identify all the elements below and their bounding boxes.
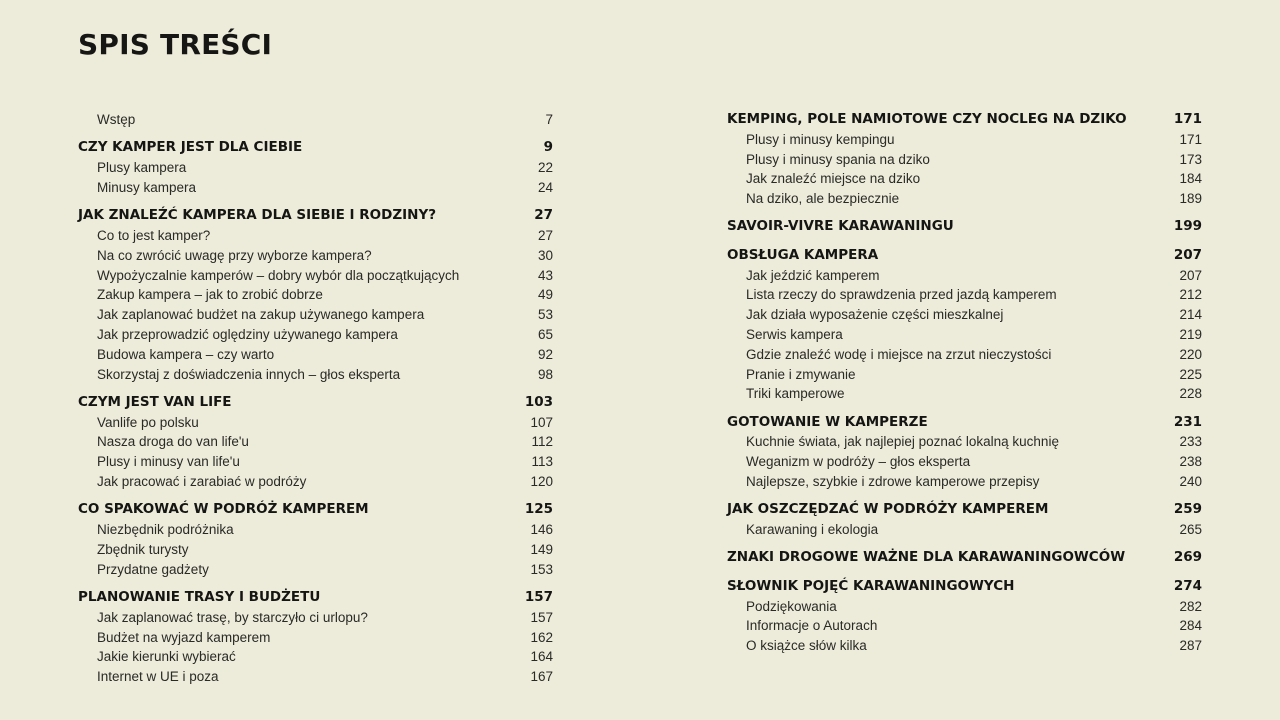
toc-entry-label: O książce słów kilka xyxy=(746,638,867,654)
toc-entry-page-number: 212 xyxy=(1179,287,1202,303)
toc-entry-label: Wstęp xyxy=(97,112,136,127)
toc-entry[interactable] xyxy=(727,150,1202,170)
toc-entry[interactable] xyxy=(78,560,553,580)
toc-heading-page-number: 199 xyxy=(1173,218,1202,235)
toc-entry-page-number: 265 xyxy=(1179,522,1202,538)
toc-entry-label: Vanlife po polsku xyxy=(97,414,199,430)
toc-section xyxy=(78,588,553,687)
toc-entry-page-number: 220 xyxy=(1179,346,1202,362)
toc-entry-label: Wypożyczalnie kamperów – dobry wybór dla początkujących xyxy=(97,267,460,283)
toc-heading[interactable] xyxy=(78,393,553,413)
toc-entry-label: Triki kamperowe xyxy=(746,386,845,402)
toc-entry-label: Jak zaplanować budżet na zakup używanego kampera xyxy=(97,307,425,323)
toc-entry[interactable] xyxy=(727,432,1202,452)
toc-entry-label: Na dziko, ale bezpiecznie xyxy=(746,191,900,207)
toc-entry[interactable] xyxy=(78,452,553,472)
toc-entry[interactable] xyxy=(78,520,553,540)
toc-entry[interactable] xyxy=(78,246,553,266)
toc-entry-label: Minusy kampera xyxy=(97,179,197,195)
toc-entry[interactable] xyxy=(727,616,1202,636)
toc-entry-page-number: 107 xyxy=(530,414,553,430)
toc-entry[interactable] xyxy=(78,413,553,433)
toc-entry-label: Serwis kampera xyxy=(746,326,843,342)
toc-entry-page-number: 287 xyxy=(1179,638,1202,654)
toc-entry[interactable] xyxy=(727,345,1202,365)
toc-entry-page-number: 228 xyxy=(1179,386,1202,402)
toc-entry[interactable] xyxy=(727,597,1202,617)
toc-entry-page-number: 233 xyxy=(1179,434,1202,450)
toc-heading-label: CZYM JEST VAN LIFE xyxy=(78,393,232,410)
toc-entry-page-number: 282 xyxy=(1179,598,1202,614)
toc-heading-page-number: 269 xyxy=(1173,549,1202,566)
toc-entry-page-number: 149 xyxy=(530,541,553,557)
toc-entry-page-number: 49 xyxy=(537,287,553,303)
toc-heading-page-number: 259 xyxy=(1173,501,1202,518)
toc-entry-page-number: 30 xyxy=(537,247,553,263)
toc-heading-label: SŁOWNIK POJĘĆ KARAWANINGOWYCH xyxy=(727,577,1015,594)
toc-entry[interactable] xyxy=(78,325,553,345)
toc-section xyxy=(78,500,553,579)
toc-entry-label: Jakie kierunki wybierać xyxy=(97,649,236,665)
toc-entry-label: Plusy kampera xyxy=(97,160,187,176)
toc-entry[interactable] xyxy=(727,169,1202,189)
toc-entry[interactable] xyxy=(78,266,553,286)
toc-entry-page-number: 157 xyxy=(530,609,553,625)
toc-entry-page-number: 98 xyxy=(537,366,553,382)
toc-entry-label: Na co zwrócić uwagę przy wyborze kampera? xyxy=(97,247,372,263)
toc-section xyxy=(727,217,1202,237)
toc-heading[interactable] xyxy=(78,138,553,158)
toc-section xyxy=(727,246,1202,404)
toc-entry-page-number: 153 xyxy=(530,561,553,577)
toc-entry-page-number: 189 xyxy=(1179,191,1202,207)
toc-heading-page-number: 207 xyxy=(1173,246,1202,263)
toc-heading-label: JAK ZNALEŹĆ KAMPERA DLA SIEBIE I RODZINY? xyxy=(78,207,437,224)
toc-heading-label: ZNAKI DROGOWE WAŻNE DLA KARAWANINGOWCÓW xyxy=(727,549,1126,566)
toc-entry-page-number: 164 xyxy=(530,649,553,665)
toc-entry[interactable] xyxy=(727,365,1202,385)
toc-entry-label: Plusy i minusy kempingu xyxy=(746,131,895,147)
toc-heading-page-number: 171 xyxy=(1173,111,1202,127)
toc-heading[interactable] xyxy=(78,500,553,520)
toc-entry[interactable] xyxy=(78,472,553,492)
toc-entry-label: Podziękowania xyxy=(746,598,837,614)
toc-heading-page-number: 103 xyxy=(524,393,553,410)
toc-heading-page-number: 9 xyxy=(543,139,553,156)
toc-heading-label: OBSŁUGA KAMPERA xyxy=(727,246,879,263)
toc-section xyxy=(78,138,553,197)
toc-entry-page-number: 173 xyxy=(1179,151,1202,167)
toc-entry[interactable] xyxy=(78,345,553,365)
toc-section xyxy=(78,206,553,384)
toc-section xyxy=(727,110,1202,209)
toc-entry-label: Plusy i minusy spania na dziko xyxy=(746,151,930,167)
toc-entry[interactable] xyxy=(78,305,553,325)
toc-heading[interactable] xyxy=(727,548,1202,568)
toc-entry-label: Karawaning i ekologia xyxy=(746,522,879,538)
toc-entry-label: Skorzystaj z doświadczenia innych – głos eksperta xyxy=(97,366,401,382)
toc-heading-page-number: 157 xyxy=(524,589,553,606)
toc-entry-label: Informacje o Autorach xyxy=(746,618,878,634)
toc-section xyxy=(78,110,553,130)
toc-entry-page-number: 214 xyxy=(1179,307,1202,323)
toc-entry-page-number: 24 xyxy=(537,179,553,195)
toc-entry[interactable] xyxy=(78,110,553,130)
toc-entry-label: Jak pracować i zarabiać w podróży xyxy=(97,474,307,490)
toc-entry[interactable] xyxy=(727,285,1202,305)
toc-heading[interactable] xyxy=(727,500,1202,520)
toc-entry-label: Jak działa wyposażenie części mieszkalnej xyxy=(746,307,1004,323)
toc-heading-label: GOTOWANIE W KAMPERZE xyxy=(727,413,928,430)
toc-heading-page-number: 274 xyxy=(1173,577,1202,594)
toc-entry-label: Weganizm w podróży – głos eksperta xyxy=(746,454,971,470)
toc-entry[interactable] xyxy=(727,452,1202,472)
toc-entry[interactable] xyxy=(727,325,1202,345)
toc-entry-page-number: 162 xyxy=(530,629,553,645)
toc-heading[interactable] xyxy=(727,217,1202,237)
toc-heading-label: SAVOIR-VIVRE KARAWANINGU xyxy=(727,218,954,235)
toc-heading[interactable] xyxy=(78,206,553,226)
page-title: SPIS TREŚCI xyxy=(78,28,273,61)
toc-section xyxy=(78,393,553,492)
toc-entry[interactable] xyxy=(78,628,553,648)
toc-entry[interactable] xyxy=(727,266,1202,286)
toc-entry[interactable] xyxy=(78,158,553,178)
toc-heading-label: CO SPAKOWAĆ W PODRÓŻ KAMPEREM xyxy=(78,501,369,518)
toc-entry-page-number: 65 xyxy=(537,326,553,342)
toc-entry-page-number: 240 xyxy=(1179,474,1202,490)
toc-entry-label: Jak jeździć kamperem xyxy=(746,267,880,283)
toc-entry[interactable] xyxy=(78,667,553,687)
toc-entry-page-number: 219 xyxy=(1179,326,1202,342)
toc-entry-page-number: 43 xyxy=(537,267,553,283)
toc-entry-page-number: 22 xyxy=(537,160,553,176)
toc-section xyxy=(727,548,1202,568)
toc-entry-page-number: 27 xyxy=(537,227,553,243)
toc-entry[interactable] xyxy=(727,472,1202,492)
toc-section xyxy=(727,500,1202,540)
toc-entry-label: Zakup kampera – jak to zrobić dobrze xyxy=(97,287,323,303)
toc-entry[interactable] xyxy=(78,285,553,305)
toc-entry-label: Pranie i zmywanie xyxy=(746,366,856,382)
toc-entry[interactable] xyxy=(78,540,553,560)
toc-entry-page-number: 120 xyxy=(530,474,553,490)
toc-entry-page-number: 284 xyxy=(1179,618,1202,634)
toc-entry-page-number: 92 xyxy=(537,346,553,362)
toc-column-right xyxy=(727,110,1202,664)
toc-heading-label: PLANOWANIE TRASY I BUDŻETU xyxy=(78,589,321,606)
toc-entry-page-number: 225 xyxy=(1179,366,1202,382)
toc-entry-label: Jak zaplanować trasę, by starczyło ci urlopu? xyxy=(97,609,368,625)
toc-entry-page-number: 113 xyxy=(531,454,553,470)
toc-entry-page-number: 207 xyxy=(1179,267,1202,283)
toc-entry-label: Najlepsze, szybkie i zdrowe kamperowe przepisy xyxy=(746,474,1040,490)
toc-section xyxy=(727,577,1202,656)
toc-entry-label: Co to jest kamper? xyxy=(97,227,211,243)
toc-heading-page-number: 231 xyxy=(1173,413,1202,430)
toc-heading-label: CZY KAMPER JEST DLA CIEBIE xyxy=(78,139,303,156)
toc-entry[interactable] xyxy=(78,647,553,667)
toc-heading-page-number: 27 xyxy=(534,207,553,224)
toc-entry-label: Kuchnie świata, jak najlepiej poznać lokalną kuchnię xyxy=(746,434,1059,450)
toc-heading[interactable] xyxy=(727,577,1202,597)
toc-entry[interactable] xyxy=(727,636,1202,656)
toc-entry-label: Jak znaleźć miejsce na dziko xyxy=(746,171,921,187)
toc-heading-page-number: 125 xyxy=(524,501,553,518)
toc-heading[interactable] xyxy=(78,588,553,608)
toc-heading[interactable] xyxy=(727,246,1202,266)
toc-heading[interactable] xyxy=(727,110,1202,130)
toc-entry-page-number: 112 xyxy=(531,434,553,450)
toc-entry-label: Gdzie znaleźć wodę i miejsce na zrzut nieczystości xyxy=(746,346,1052,362)
toc-entry-page-number: 7 xyxy=(545,112,553,127)
toc-entry-label: Budowa kampera – czy warto xyxy=(97,346,275,362)
toc-heading-label: JAK OSZCZĘDZAĆ W PODRÓŻY KAMPEREM xyxy=(727,501,1049,518)
toc-entry[interactable] xyxy=(78,432,553,452)
toc-entry-page-number: 167 xyxy=(530,669,553,685)
toc-entry-label: Zbędnik turysty xyxy=(97,541,189,557)
toc-entry[interactable] xyxy=(727,189,1202,209)
toc-column-left xyxy=(78,110,553,696)
toc-entry-page-number: 184 xyxy=(1179,171,1202,187)
toc-entry-label: Plusy i minusy van life'u xyxy=(97,454,240,470)
toc-entry-label: Nasza droga do van life'u xyxy=(97,434,249,450)
toc-entry-page-number: 53 xyxy=(537,307,553,323)
toc-heading-label: KEMPING, POLE NAMIOTOWE CZY NOCLEG NA DZIKO xyxy=(727,111,1127,127)
toc-entry[interactable] xyxy=(727,520,1202,540)
toc-entry-label: Budżet na wyjazd kamperem xyxy=(97,629,271,645)
toc-entry-page-number: 171 xyxy=(1179,131,1202,147)
toc-entry[interactable] xyxy=(78,226,553,246)
toc-entry[interactable] xyxy=(78,608,553,628)
toc-heading[interactable] xyxy=(727,413,1202,433)
toc-entry-page-number: 146 xyxy=(530,522,553,538)
toc-entry-label: Lista rzeczy do sprawdzenia przed jazdą kamperem xyxy=(746,287,1057,303)
toc-entry[interactable] xyxy=(727,130,1202,150)
toc-entry[interactable] xyxy=(78,178,553,198)
toc-entry-label: Jak przeprowadzić oględziny używanego kampera xyxy=(97,326,398,342)
toc-entry-label: Niezbędnik podróżnika xyxy=(97,522,234,538)
toc-entry[interactable] xyxy=(78,365,553,385)
toc-section xyxy=(727,413,1202,492)
toc-entry-label: Internet w UE i poza xyxy=(97,669,219,685)
toc-entry-label: Przydatne gadżety xyxy=(97,561,209,577)
toc-entry[interactable] xyxy=(727,384,1202,404)
toc-entry[interactable] xyxy=(727,305,1202,325)
toc-entry-page-number: 238 xyxy=(1179,454,1202,470)
